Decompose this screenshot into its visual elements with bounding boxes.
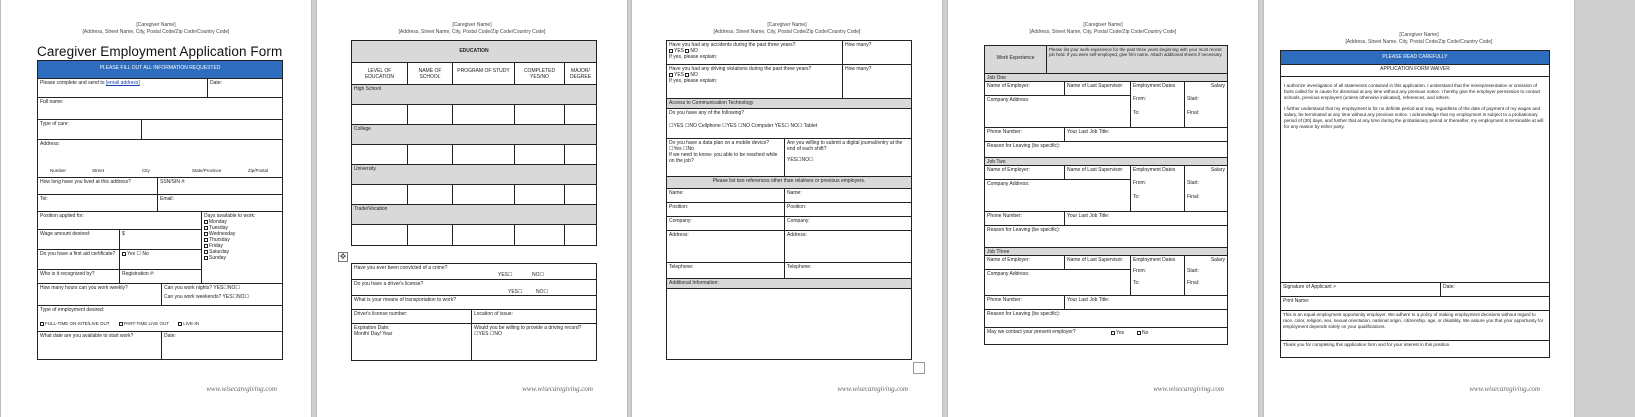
page-1 bbox=[0, 0, 312, 417]
col-major: MAJOR/ DEGREE bbox=[565, 63, 596, 85]
checkbox-icon bbox=[178, 322, 182, 326]
print-name-field[interactable]: Print Name: bbox=[1281, 297, 1549, 311]
license-number-field[interactable]: Driver's license number: bbox=[352, 310, 472, 324]
instructions-cell: Please complete and send to [email address] bbox=[38, 79, 208, 98]
tel-field[interactable]: Tel: bbox=[38, 195, 158, 212]
dates-field[interactable]: Employment Dates From: To: bbox=[1131, 82, 1185, 128]
page-2 bbox=[316, 0, 628, 417]
email-field[interactable]: Email: bbox=[158, 195, 282, 212]
edu-cell[interactable] bbox=[565, 225, 596, 245]
wage-value[interactable]: $ bbox=[120, 230, 202, 250]
day-sunday[interactable]: Sunday bbox=[204, 255, 280, 261]
ref1-position[interactable]: Position: bbox=[667, 203, 785, 217]
day-thursday[interactable]: Thursday bbox=[204, 237, 280, 243]
employer-field[interactable]: Name of Employer: bbox=[985, 166, 1065, 180]
violations-count[interactable]: How many? bbox=[843, 65, 911, 99]
expiration-field[interactable]: Expiration Date: Month/ Day/ Year bbox=[352, 324, 472, 360]
checkbox-icon bbox=[204, 232, 208, 236]
company-address-field[interactable]: Company Address: bbox=[985, 96, 1131, 128]
day-tuesday[interactable]: Tuesday bbox=[204, 225, 280, 231]
type-of-care-field[interactable]: Type of care: bbox=[38, 120, 142, 140]
checkbox-icon bbox=[669, 73, 673, 77]
education-table bbox=[351, 40, 597, 246]
edu-cell[interactable] bbox=[408, 185, 453, 205]
devices-field[interactable]: Do you have any of the following? ☐YES ☐NO Cellphone ☐YES ☐NO Computer YES☐ NO☐ Tablet bbox=[667, 109, 911, 139]
ref2-position[interactable]: Position: bbox=[785, 203, 911, 217]
address-field[interactable]: Address: Number Street City State/Province Zip/Postal bbox=[38, 140, 282, 178]
ref2-company[interactable]: Company: bbox=[785, 217, 911, 231]
page-footer: www.wisecaregiving.com bbox=[1469, 385, 1540, 393]
checkbox-icon bbox=[1111, 331, 1115, 335]
edu-cell[interactable] bbox=[565, 185, 596, 205]
employment-type: Type of employment desired: FULL-TIME ON-SITE/LIVE OUT PART-TIME LIVE OUT LIVE-IN bbox=[38, 306, 282, 332]
read-carefully-banner: PLEASE READ CAREFULLY bbox=[1281, 51, 1549, 65]
col-level: LEVEL OF EDUCATION bbox=[352, 63, 408, 85]
ref2-telephone[interactable]: Telephone: bbox=[785, 263, 911, 279]
edu-cell[interactable] bbox=[453, 105, 515, 125]
transport-field[interactable]: What is your means of transportation to work? bbox=[352, 296, 596, 310]
registration-field[interactable]: Registration #: bbox=[120, 270, 202, 284]
checkbox-icon bbox=[1137, 331, 1141, 335]
license-row[interactable]: Do you have a driver's license? YES☐ NO☐ bbox=[352, 280, 596, 296]
additional-info-field[interactable] bbox=[667, 289, 911, 359]
checkbox-icon bbox=[204, 244, 208, 248]
page-footer: www.wisecaregiving.com bbox=[1153, 385, 1224, 393]
first-aid-options[interactable]: Yes ☐ No bbox=[120, 250, 202, 270]
checkbox-icon bbox=[685, 49, 689, 53]
job-heading: Job Two bbox=[985, 158, 1227, 166]
move-handle-icon[interactable]: ✥ bbox=[339, 252, 347, 261]
full-name-field[interactable]: Full name: bbox=[38, 98, 282, 120]
phone-field[interactable]: Phone Number: bbox=[985, 128, 1065, 142]
additional-info-heading: Additional Information: bbox=[667, 279, 911, 289]
day-wednesday[interactable]: Wednesday bbox=[204, 231, 280, 237]
checkbox-icon bbox=[204, 226, 208, 230]
waiver-text: I authorize investigation of all statements contained in this application. I understand that the misrepresentation or omission of facts called for is cause for dismissal at any time without any previous notice. I hereby give the employer permission to contact schools, previous employers (unless otherwise indicated), references, and others. I further understand that my employment is for no definite period and may, regardless of the date of payment of my wages and salary, be terminated at any time without any previous notice. I acknowledge that my employment is subject to a probationary period of (30) days, and further that at any time during the probationary period or thereafter, my employment is terminable at will for any reason by either party. bbox=[1281, 77, 1549, 283]
edu-cell[interactable] bbox=[352, 225, 408, 245]
checkbox-icon bbox=[204, 238, 208, 242]
ref2-address[interactable]: Address: bbox=[785, 231, 911, 263]
wage-field[interactable]: Wage amount desired: bbox=[38, 230, 120, 250]
email-link[interactable]: [email address] bbox=[105, 80, 140, 86]
type-of-care-value[interactable] bbox=[142, 120, 282, 140]
driving-record-field[interactable]: Would you be willing to provide a driving record? ☐YES ☐NO bbox=[474, 325, 582, 337]
checkbox-icon bbox=[40, 322, 44, 326]
driving-history-table bbox=[666, 40, 912, 360]
checkbox-icon bbox=[204, 256, 208, 260]
edu-cell[interactable] bbox=[408, 145, 453, 165]
lived-field[interactable]: How long have you lived at this address? bbox=[38, 178, 158, 195]
edu-cell[interactable] bbox=[453, 145, 515, 165]
level-trade: Trade/Vocation bbox=[352, 205, 596, 225]
journal-field[interactable]: Are you willing to submit a digital journal/entry at the end of each shift? YES☐NO☐ bbox=[785, 139, 911, 177]
dates-field[interactable]: Employment Dates From: To: bbox=[1131, 166, 1185, 212]
edu-cell[interactable] bbox=[515, 105, 565, 125]
page-header: [Caregiver Name] [Address, Street Name, City, Postal Code/Zip Code/Country Code] bbox=[1029, 22, 1177, 35]
job-three-section bbox=[985, 248, 1227, 328]
edu-cell[interactable] bbox=[453, 185, 515, 205]
page-4 bbox=[947, 0, 1259, 417]
accidents-field[interactable]: Have you had any accidents during the past three years? YES NO If yes, please explain: bbox=[667, 41, 843, 65]
nights-weekends[interactable]: Can you work nights? YES☐NO☐ Can you work weekends? YES☐NO☐ bbox=[162, 284, 282, 306]
form-title: Caregiver Employment Application Form bbox=[37, 44, 283, 59]
job-one-section bbox=[985, 74, 1227, 158]
edu-cell[interactable] bbox=[408, 225, 453, 245]
edu-cell[interactable] bbox=[565, 145, 596, 165]
day-saturday[interactable]: Saturday bbox=[204, 249, 280, 255]
job-title-field[interactable]: Your Last Job Title: bbox=[1065, 128, 1227, 142]
job-two-section bbox=[985, 158, 1227, 248]
position-field[interactable]: Position applied for: bbox=[38, 212, 202, 230]
ref1-name[interactable]: Name: bbox=[667, 189, 785, 203]
sig-date-field[interactable]: Date: bbox=[1441, 283, 1549, 297]
company-address-field[interactable]: Company Address: bbox=[985, 180, 1131, 212]
level-college: College bbox=[352, 125, 596, 145]
application-form bbox=[37, 60, 283, 360]
edu-cell[interactable] bbox=[408, 105, 453, 125]
ref2-name[interactable]: Name: bbox=[785, 189, 911, 203]
job-title-field[interactable]: Your Last Job Title: bbox=[1065, 296, 1227, 310]
edu-cell[interactable] bbox=[515, 145, 565, 165]
reason-field[interactable]: Reason for Leaving (be specific): bbox=[985, 142, 1227, 158]
col-completed: COMPLETED YES/NO bbox=[515, 63, 565, 85]
supervisor-field[interactable]: Name of Last Supervisor: bbox=[1065, 82, 1131, 96]
level-high-school: High School bbox=[352, 85, 596, 105]
phone-field[interactable]: Phone Number: bbox=[985, 296, 1065, 310]
full-time-option[interactable]: FULL-TIME ON-SITE/LIVE OUT bbox=[40, 321, 109, 326]
ssn-field[interactable]: SSN/SIN #: bbox=[158, 178, 282, 195]
edu-cell[interactable] bbox=[352, 105, 408, 125]
checkbox-icon bbox=[119, 322, 123, 326]
work-exp-desc: Please list your work experience for the past three years beginning with your most recent job held. If you were self-employed, give firm name. Attach additional sheets if necessary. bbox=[1047, 46, 1227, 74]
fill-banner: PLEASE FILL OUT ALL INFORMATION REQUESTED bbox=[38, 61, 282, 79]
work-exp-heading: Work Experience bbox=[985, 46, 1047, 74]
waiver-table bbox=[1280, 50, 1550, 358]
ref1-address[interactable]: Address: bbox=[667, 231, 785, 263]
edu-cell[interactable] bbox=[515, 185, 565, 205]
page-footer: www.wisecaregiving.com bbox=[522, 385, 593, 393]
page-header: [Caregiver Name] [Address, Street Name, City, Postal Code/Zip Code/Country Code] bbox=[1345, 32, 1493, 45]
salary-field[interactable]: Salary Start: Final: bbox=[1185, 256, 1227, 296]
salary-field[interactable]: Salary Start: Final: bbox=[1185, 166, 1227, 212]
thank-you-note: Thank you for completing this application form and for your interest in this position. bbox=[1283, 342, 1451, 347]
page-header: [Caregiver Name] [Address, Street Name, City, Postal Code/Zip Code/Country Code] bbox=[82, 22, 230, 35]
ref1-company[interactable]: Company: bbox=[667, 217, 785, 231]
supervisor-field[interactable]: Name of Last Supervisor: bbox=[1065, 166, 1131, 180]
live-in-option[interactable]: LIVE-IN bbox=[178, 321, 199, 326]
contact-employer-row[interactable]: May we contact your present employer? Yes No bbox=[987, 329, 1149, 336]
accidents-count[interactable]: How many? bbox=[843, 41, 911, 65]
page-header: [Caregiver Name] [Address, Street Name, City, Postal Code/Zip Code/Country Code] bbox=[713, 22, 861, 35]
checkbox-icon bbox=[685, 73, 689, 77]
col-school: NAME OF SCHOOL bbox=[408, 63, 453, 85]
page-footer: www.wisecaregiving.com bbox=[206, 385, 277, 393]
page-5 bbox=[1263, 0, 1575, 417]
first-aid-question: Do you have a first aid certificate? bbox=[38, 250, 120, 270]
edu-cell[interactable] bbox=[352, 185, 408, 205]
col-program: PROGRAM OF STUDY bbox=[453, 63, 515, 85]
phone-field[interactable]: Phone Number: bbox=[985, 212, 1065, 226]
edu-cell[interactable] bbox=[352, 145, 408, 165]
reason-field[interactable]: Reason for Leaving (be specific): bbox=[985, 226, 1227, 248]
salary-field[interactable]: Salary Start: Final: bbox=[1185, 82, 1227, 128]
checkbox-icon bbox=[204, 220, 208, 224]
checkbox-icon bbox=[204, 250, 208, 254]
signature-field[interactable]: Signature of Applicant > bbox=[1281, 283, 1441, 297]
employer-field[interactable]: Name of Employer: bbox=[985, 256, 1065, 270]
edu-cell[interactable] bbox=[565, 105, 596, 125]
date2-field[interactable]: Date: bbox=[164, 333, 176, 339]
job-heading: Job Three bbox=[985, 248, 1227, 256]
page-header: [Caregiver Name] [Address, Street Name, City, Postal Code/Zip Code/Country Code] bbox=[398, 22, 546, 35]
education-heading: EDUCATION bbox=[352, 41, 596, 63]
page-3 bbox=[631, 0, 943, 417]
job-heading: Job One bbox=[985, 74, 1227, 82]
start-date-field[interactable]: What date are you available to start work? bbox=[38, 332, 162, 359]
day-monday[interactable]: Monday bbox=[204, 219, 280, 225]
checkbox-icon bbox=[669, 49, 673, 53]
supervisor-field[interactable]: Name of Last Supervisor: bbox=[1065, 256, 1131, 270]
page-footer: www.wisecaregiving.com bbox=[837, 385, 908, 393]
company-address-field[interactable]: Company Address: bbox=[985, 270, 1131, 296]
eeo-statement: This is an equal employment opportunity employer. We adhere to a policy of making employment decisions without regard to race, color, religion, sex, sexual orientation, national origin, citizenship, age, or disability. We assure you that your opportunity for employment depends solely on your qualifications. bbox=[1281, 311, 1549, 341]
part-time-option[interactable]: PART-TIME LIVE OUT bbox=[119, 321, 169, 326]
location-field[interactable]: Location of issue: bbox=[472, 310, 596, 324]
employer-field[interactable]: Name of Employer: bbox=[985, 82, 1065, 96]
level-university: University bbox=[352, 165, 596, 185]
ref1-telephone[interactable]: Telephone: bbox=[667, 263, 785, 279]
hours-field[interactable]: How many hours can you work weekly? bbox=[38, 284, 162, 306]
waiver-title: APPLICATION FORM WAIVER bbox=[1281, 65, 1549, 77]
data-plan-field[interactable]: Do you have a data plan on a mobile device? ☐Yes ☐No If we need to know- you able to be reached while on the job? bbox=[667, 139, 785, 177]
job-title-field[interactable]: Your Last Job Title: bbox=[1065, 212, 1227, 226]
driving-table bbox=[351, 263, 597, 361]
days-available: Days available to work: Monday Tuesday Wednesday Thursday Friday Saturday Sunday bbox=[202, 212, 282, 284]
page-anchor-icon bbox=[913, 362, 925, 374]
edu-cell[interactable] bbox=[515, 225, 565, 245]
work-experience-table bbox=[984, 45, 1228, 345]
reason-field[interactable]: Reason for Leaving (be specific): bbox=[985, 310, 1227, 328]
convicted-row[interactable]: Have you ever been convicted of a crime? YES☐ NO☐ bbox=[352, 264, 596, 280]
day-friday[interactable]: Friday bbox=[204, 243, 280, 249]
checkbox-icon bbox=[122, 252, 126, 256]
comm-tech-heading: Access to Communication Technology bbox=[667, 99, 911, 109]
references-heading: Please list two references other than relatives or previous employers. bbox=[667, 177, 911, 189]
violations-field[interactable]: Have you had any driving violations during the past three years? YES NO If yes, please explain: bbox=[667, 65, 843, 99]
edu-cell[interactable] bbox=[453, 225, 515, 245]
dates-field[interactable]: Employment Dates From: To: bbox=[1131, 256, 1185, 296]
recognized-field[interactable]: Who is it recognized by? bbox=[38, 270, 120, 284]
date-field[interactable]: Date: bbox=[208, 79, 282, 98]
